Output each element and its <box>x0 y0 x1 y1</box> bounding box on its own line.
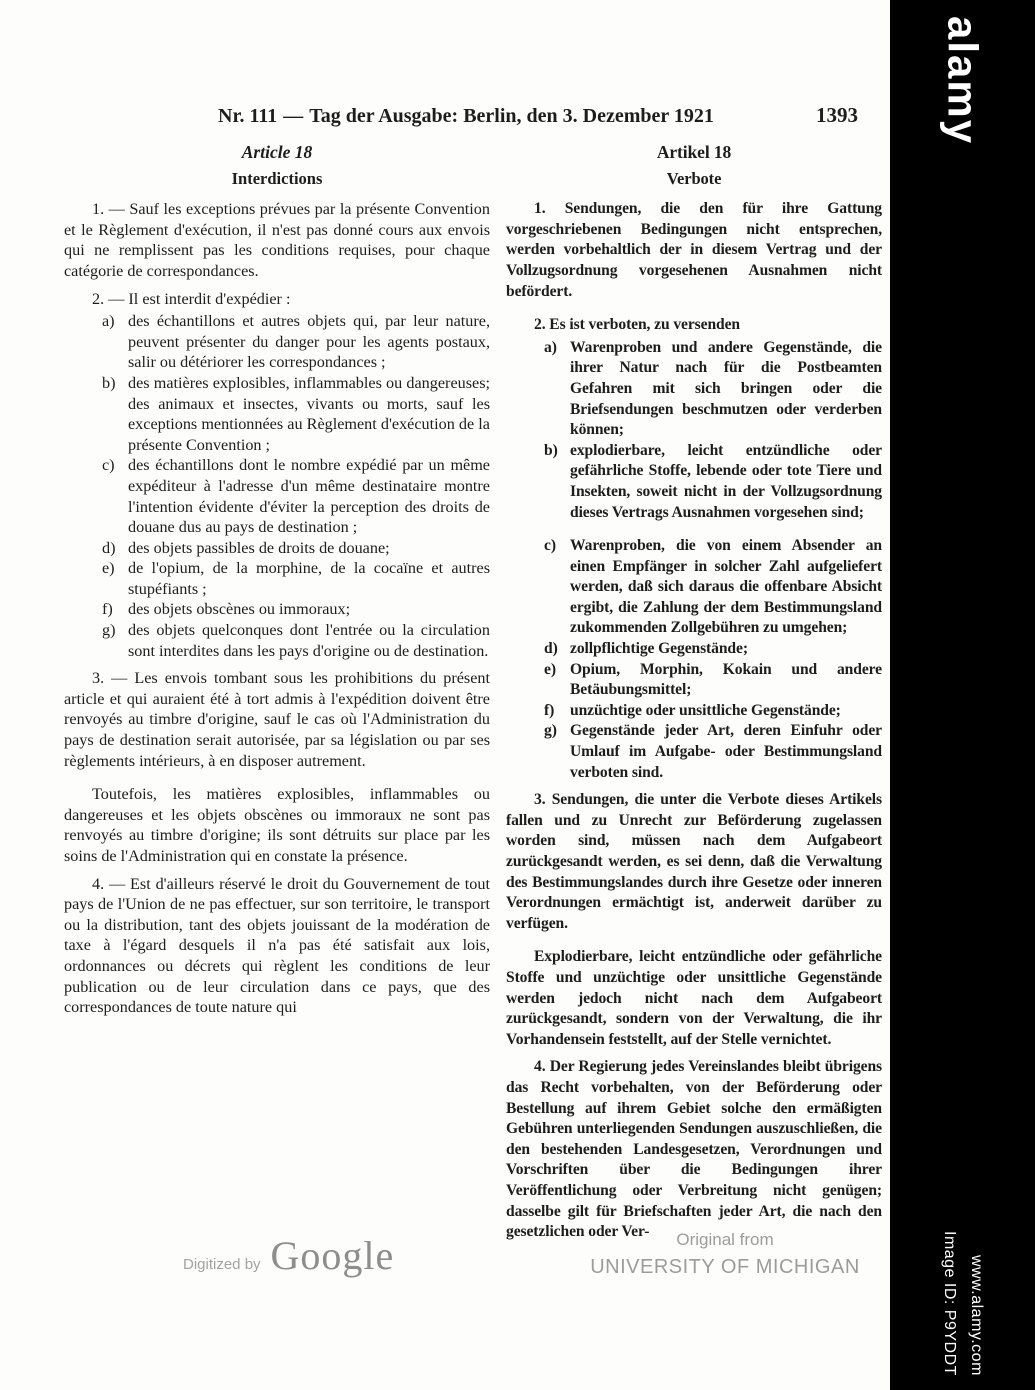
header-title-line <box>218 105 720 128</box>
item-text: de l'opium, de la morphine, de la cocaïne et autres stupéfiants ; <box>128 559 490 598</box>
list-fr <box>64 311 490 661</box>
item-text: des objets passibles de droits de douane; <box>128 538 390 557</box>
german-column <box>506 142 882 1243</box>
section-heading-de: Verbote <box>666 168 722 188</box>
paragraph-de-4: Explodierbare, leicht entzündliche oder gefährliche Stoffe und unzüchtige oder unsittliche Gegenstände werden jedoch nicht nach dem Aufgabeort zurückgesandt, sondern von der Verwaltung, die ihr Vorhandensein feststellt, auf der Stelle vernichtet. <box>506 948 882 1048</box>
original-from-label: Original from <box>676 1230 774 1249</box>
paragraph-de-2-intro: 2. Es ist verboten, zu versenden <box>534 316 741 334</box>
french-column <box>64 142 490 1243</box>
list-item <box>102 311 490 373</box>
digitization-credit <box>183 1232 394 1279</box>
paragraph-de-5: 4. Der Regierung jedes Vereinslandes bleibt übrigens das Recht vorbehalten, von der Beförderung oder Bestellung auf ihrem Gebiet solche den ermäßigten Gebühren unterliegenden Sendungen auszuschließen, die den bestehenden Landesgesetzen, Verordnungen und Vorschriften über die Bedingungen ihrer Veröffentlichung oder Verbreitung nicht genügen; dasselbe gilt für Briefschaften jeder Art, die nach den gesetzlichen oder Ver- <box>506 1058 882 1241</box>
item-marker: c) <box>102 456 115 475</box>
item-text: des échantillons dont le nombre expédié par un même expéditeur à l'adresse d'un même destinataire montre l'intention évidente d'éviter la perception des droits de douane dus au pays de destination ; <box>128 456 490 537</box>
list-item <box>544 701 882 722</box>
item-text: unzüchtige oder unsittliche Gegenstände; <box>570 701 841 719</box>
paragraph-fr-3: 3. — Les envois tombant sous les prohibitions du présent article et qui auraient été à tort admis à l'expédition doivent être renvoyés au timbre d'origine, sauf le cas où l'Administration du pays de destination serait autorisée, par sa législation ou par ses règlements intérieurs, à en disposer autrement. <box>64 669 490 770</box>
paragraph-de-1: 1. Sendungen, die den für ihre Gattung vorgeschriebenen Bedingungen nicht entsprechen, werden vorbehaltlich der in diesem Vertrag und der Vollzugsordnung vorgesehenen Ausnahmen nicht befördert. <box>506 200 882 300</box>
text-columns <box>64 142 882 1243</box>
item-marker: f) <box>544 701 555 719</box>
item-text: explodierbare, leicht entzündliche oder gefährliche Stoffe, lebende oder tote Tiere und Insekten, soweit nicht in der Vollzugsordnung dieses Vertrags Ausnahmen vorgesehen sind; <box>570 441 882 521</box>
list-item <box>102 373 490 455</box>
page-number: 1393 <box>816 103 858 127</box>
item-marker: b) <box>544 441 558 459</box>
item-marker: a) <box>102 312 115 331</box>
alamy-meta <box>940 1231 985 1376</box>
item-text: Warenproben, die von einem Absender an einen Empfänger in solcher Zahl aufgeliefert werden, daß sich daraus die offenbare Absicht ergibt, die Zahlung der dem Bestimmungsland zukommenden Zollgebühren zu umgehen; <box>570 537 882 637</box>
item-text: Gegenstände jeder Art, deren Einfuhr oder Umlauf im Aufgabe- oder Bestimmungsland verboten sind. <box>570 722 882 781</box>
item-marker: g) <box>102 621 116 640</box>
list-item <box>544 441 882 523</box>
list-item <box>544 721 882 783</box>
item-marker: g) <box>544 722 557 740</box>
list-item <box>544 338 882 441</box>
item-marker: d) <box>102 538 116 557</box>
item-text: des objets quelconques dont l'entrée ou la circulation sont interdites dans les pays d'origine ou de destination. <box>128 621 490 660</box>
list-item <box>544 660 882 701</box>
alamy-watermark-bar <box>890 0 1035 1390</box>
list-item <box>102 538 490 559</box>
list-de <box>506 338 882 783</box>
item-text: des objets obscènes ou immoraux; <box>128 600 351 619</box>
item-marker: f) <box>102 600 113 619</box>
google-logo: Google <box>270 1233 395 1278</box>
university-label: UNIVERSITY OF MICHIGAN <box>590 1256 860 1278</box>
header-date: Tag der Ausgabe: Berlin, den 3. Dezember 1921 <box>309 105 714 127</box>
item-text: zollpflichtige Gegenstände; <box>570 640 748 658</box>
item-marker: b) <box>102 373 116 392</box>
item-text: Opium, Morphin, Kokain und andere Betäubungsmittel; <box>570 660 882 699</box>
item-text: des échantillons et autres objets qui, par leur nature, peuvent présenter du danger pour les agents postaux, salir ou détériorer les correspondances ; <box>128 312 490 372</box>
alamy-logo: alamy <box>939 16 987 146</box>
list-item <box>544 639 882 660</box>
item-marker: d) <box>544 640 558 658</box>
paragraph-fr-1: 1. — Sauf les exceptions prévues par la présente Convention et le Règlement d'exécution, il n'est pas donné cours aux envois qui ne remplissent pas les conditions requises, pour chaque catégorie de correspondances. <box>64 200 490 280</box>
list-item <box>102 558 490 599</box>
item-marker: e) <box>102 559 115 578</box>
paragraph-fr-5: 4. — Est d'ailleurs réservé le droit du Gouvernement de tout pays de l'Union de ne pas effectuer, sur son territoire, le transport ou la distribution, tant des objets jouissant de la modération de taxe à l'égard desquels il n'a pas été satisfait aux lois, ordonnances ou décrets qui règlent les conditions de leur publication ou de leur circulation dans ce pays, que des correspondances de toute nature qui <box>64 874 490 1017</box>
header-dash: — <box>283 105 304 127</box>
paragraph-fr-2-intro: 2. — Il est interdit d'expédier : <box>92 289 291 308</box>
section-heading-fr: Interdictions <box>231 168 323 188</box>
issue-number: Nr. 111 <box>218 105 278 127</box>
item-marker: e) <box>544 660 556 678</box>
article-heading-fr: Article 18 <box>241 142 313 162</box>
paragraph-fr-4: Toutefois, les matières explosibles, inflammables ou dangereuses et les objets obscènes ou immoraux ne sont pas renvoyés au timbre d'origine; ils sont détruits sur place par les soins de l'Administration qui en constate la présence. <box>64 785 490 865</box>
list-item <box>102 455 490 537</box>
item-marker: c) <box>544 537 556 555</box>
item-text: Warenproben und andere Gegenstände, die ihrer Natur nach für die Postbeamten Gefahren mit sich bringen oder die Briefsendungen beschmutzen oder verderben können; <box>570 338 882 439</box>
item-text: des matières explosibles, inflammables ou dangereuses; des animaux et insectes, vivants ou morts, sauf les exceptions mentionnées au Règlement d'exécution de la présente Convention ; <box>128 373 490 454</box>
article-heading-de: Artikel 18 <box>656 142 732 162</box>
item-marker: a) <box>544 338 557 356</box>
list-item <box>102 620 490 661</box>
source-credit <box>585 1230 865 1279</box>
digitized-by-label: Digitized by <box>183 1256 261 1273</box>
image-id-label: Image ID: P9YDDT <box>941 1231 958 1376</box>
alamy-url: www.alamy.com <box>968 1255 985 1376</box>
page-header <box>218 103 858 128</box>
list-item <box>102 599 490 620</box>
list-item <box>544 536 882 639</box>
paragraph-de-3: 3. Sendungen, die unter die Verbote dieses Artikels fallen und zu Unrecht zur Beförderung zugelassen worden sind, müssen nach dem Aufgabeort zurückgesandt werden, es sei denn, daß die Verwaltung des Bestimmungslandes durch ihre Gesetze oder inneren Verordnungen ermächtigt ist, anderweit darüber zu verfügen. <box>506 791 882 932</box>
